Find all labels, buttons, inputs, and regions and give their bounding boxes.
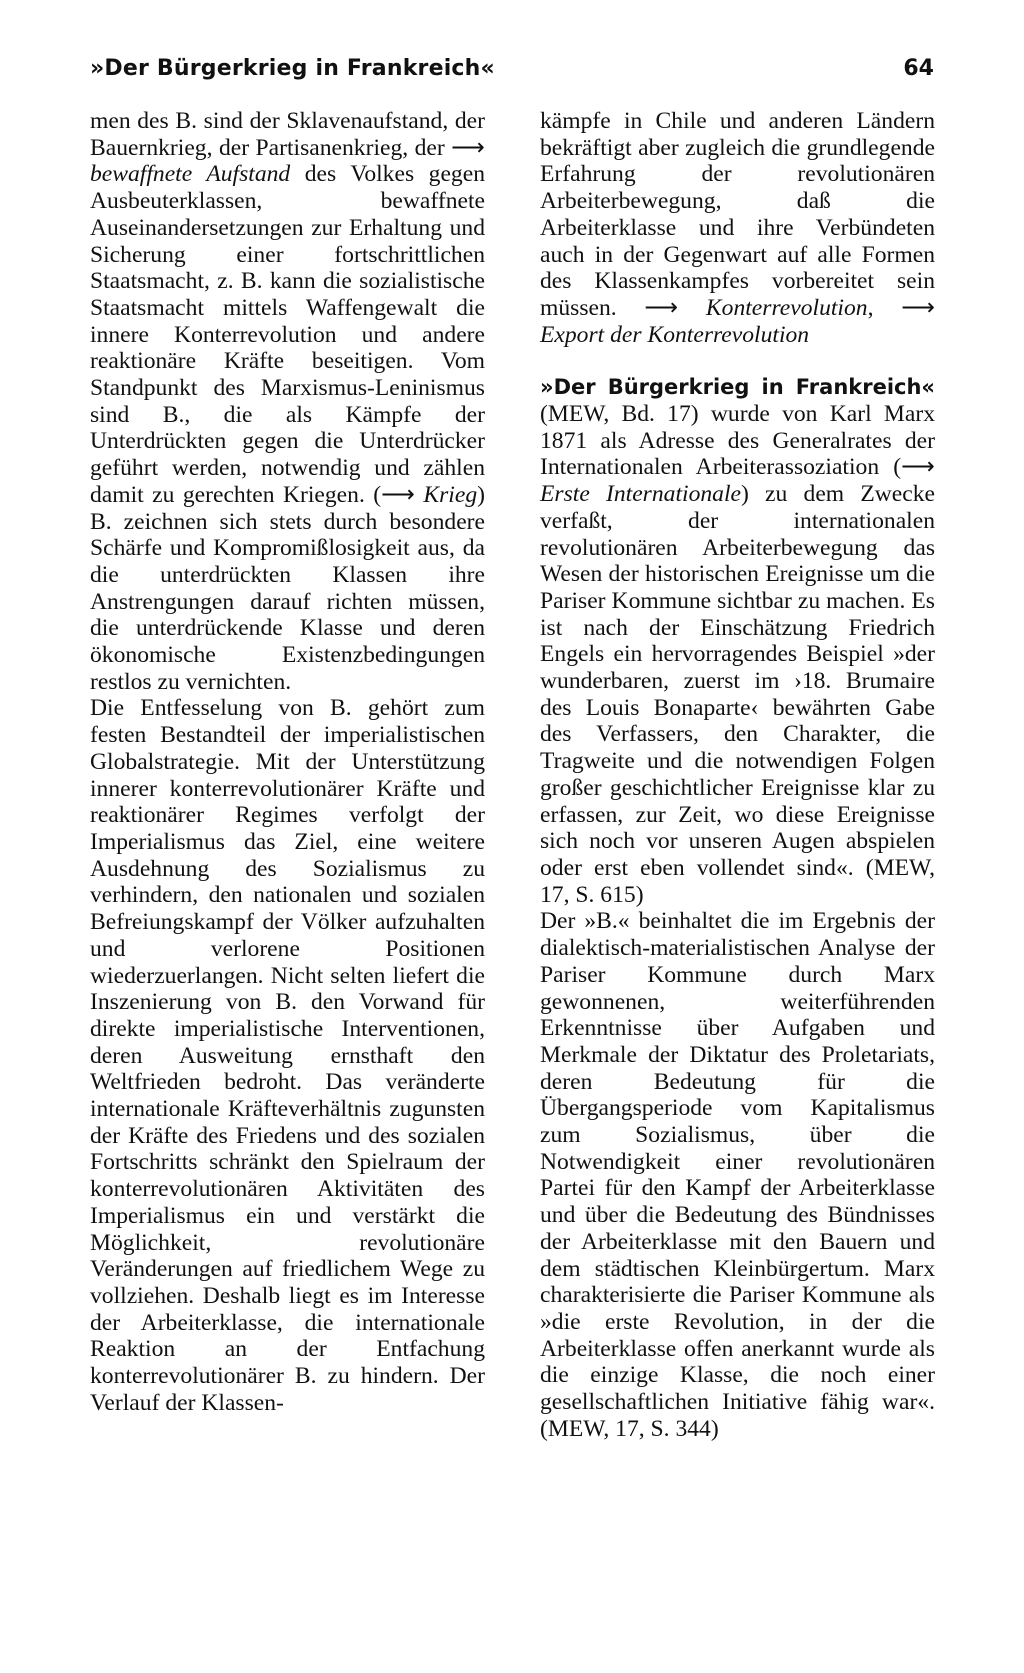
cross-reference: Erste Internationale — [540, 481, 741, 508]
paragraph-text: ) B. zeichnen sich stets durch besondere Schärfe und Kompromißlosigkeit aus, da die unterdrückten Klassen ihre Anstrengungen darauf richten müssen, die unterdrückende Klasse und deren ökonomische Existenzbedingungen restlos zu vernichten. — [90, 481, 485, 695]
left-column — [90, 108, 485, 1416]
entry — [540, 374, 935, 908]
entry-title: »Der Bürgerkrieg in Frankreich« — [540, 375, 935, 400]
paragraph — [540, 108, 935, 348]
paragraph: Der »B.« beinhaltet die im Ergebnis der dialektisch-materialistischen Analyse der Pariser Kommune durch Marx gewonnenen, weiterführenden Erkenntnisse über Aufgaben und Merkmale der Diktatur des Proletariats, deren Bedeutung für die Übergangsperiode vom Kapitalismus zum Sozialismus, über die Notwendigkeit einer revolutionären Partei für den Kampf der Arbeiterklasse und über die Bedeutung des Bündnisses der Arbeiterklasse mit den Bauern und dem städtischen Kleinbürgertum. Marx charakterisierte die Pariser Kommune als »die erste Revolution, in der die Arbeiterklasse offen anerkannt wurde als die einzige Klasse, die noch einer gesellschaftlichen Initiative fähig war«. (MEW, 17, S. 344) — [540, 908, 935, 1442]
running-head: »Der Bürgerkrieg in Frankreich« — [90, 56, 495, 81]
cross-reference-arrow: ⟶ — [901, 294, 936, 321]
separator: , — [867, 294, 902, 321]
cross-reference-arrow: ⟶ — [644, 294, 706, 321]
cross-reference-arrow: ⟶ — [381, 481, 424, 508]
paragraph — [90, 108, 485, 695]
paragraph-text: des Volkes gegen Ausbeuterklassen, bewaffnete Auseinandersetzungen zur Erhaltung und Sicherung einer fortschrittlichen Staatsmacht, z. B. kann die sozialistische Staatsmacht mittels Waffengewalt die innere Konterrevolution und andere reaktionäre Kräfte beseitigen. Vom Standpunkt des Marxismus-Leninismus sind B., die als Kämpfe der Unterdrückten gegen die Unterdrücker geführt werden, notwendig und zählen damit zu gerechten Kriegen. ( — [90, 161, 485, 508]
paragraph-text: kämpfe in Chile und anderen Ländern bekräftigt aber zugleich die grundlegende Erfahrung der revolutionären Arbeiterbewegung, daß die Arbeiterklasse und ihre Verbündeten auch in der Gegenwart auf alle Formen des Klassenkampfes vorbereitet sein müssen. — [540, 108, 935, 321]
cross-reference-arrow: ⟶ — [451, 134, 485, 161]
paragraph: Die Entfesselung von B. gehört zum festen Bestandteil der imperialistischen Globalstrategie. Mit der Unterstützung innerer konterrevolutionärer Kräfte und reaktionärer Regimes verfolgt der Imperialismus das Ziel, eine weitere Ausdehnung des Sozialismus zu verhindern, den nationalen und sozialen Befreiungskampf der Völker aufzuhalten und verlorene Positionen wiederzuerlangen. Nicht selten liefert die Inszenierung von B. den Vorwand für direkte imperialistische Interventionen, deren Ausweitung ernsthaft den Weltfrieden bedroht. Das veränderte internationale Kräfteverhältnis zugunsten der Kräfte des Friedens und des sozialen Fortschritts schränkt den Spielraum der konterrevolutionären Aktivitäten des Imperialismus ein und verstärkt die Möglichkeit, revolutionäre Veränderungen auf friedlichem Wege zu vollziehen. Deshalb liegt es im Interesse der Arbeiterklasse, die internationale Reaktion an der Entfachung konterrevolutionärer B. zu hindern. Der Verlauf der Klassen- — [90, 695, 485, 1416]
paragraph-text: (MEW, Bd. 17) wurde von Karl Marx 1871 als Adresse des Generalrates der Internationalen Arbeiterassoziation ( — [540, 401, 935, 481]
cross-reference-arrow: ⟶ — [901, 454, 935, 481]
right-column — [540, 108, 935, 1442]
cross-reference: Krieg — [423, 481, 478, 508]
paragraph-text: men des B. sind der Sklavenaufstand, der Bauernkrieg, der Partisanenkrieg, der — [90, 108, 485, 161]
page-number: 64 — [903, 56, 934, 81]
cross-reference: Konterrevolution — [705, 294, 868, 321]
cross-reference: bewaffnete Aufstand — [90, 161, 291, 188]
page-header — [90, 56, 934, 96]
cross-reference: Export der Konterrevolution — [540, 321, 810, 348]
entry-spacer — [540, 348, 935, 374]
paragraph-text: ) zu dem Zwecke verfaßt, der internationalen revolutionären Arbeiterbewegung das Wesen der historischen Ereignisse um die Pariser Kommune sichtbar zu machen. Es ist nach der Einschätzung Friedrich Engels ein hervorragendes Beispiel »der wunderbaren, zuerst im ›18. Brumaire des Louis Bonaparte‹ bewährten Gabe des Verfassers, den Charakter, die Tragweite und die notwendigen Folgen großer geschichtlicher Ereignisse klar zu erfassen, zur Zeit, wo diese Ereignisse sich noch vor unseren Augen abspielen oder erst eben vollendet sind«. (MEW, 17, S. 615) — [540, 481, 936, 908]
